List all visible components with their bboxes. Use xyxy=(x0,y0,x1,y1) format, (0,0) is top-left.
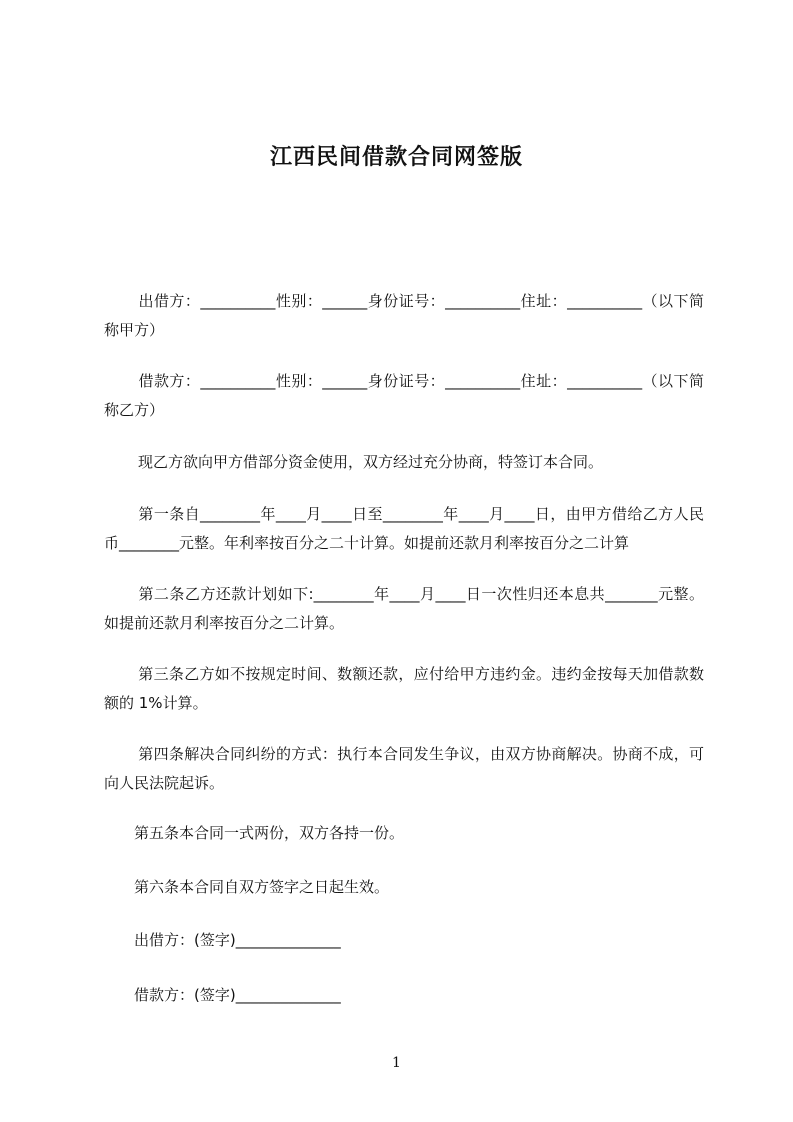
document-title: 江西民间借款合同网签版 xyxy=(269,145,523,170)
borrower-info-text: 借款方：__________性别：______身份证号：__________住址：__________（以下简称乙方） xyxy=(104,372,704,419)
article-5-text: 第五条本合同一式两份，双方各持一份。 xyxy=(134,824,405,842)
lender-signature-text: 出借方：(签字)______________ xyxy=(134,931,341,949)
article-4-text: 第四条解决合同纠纷的方式：执行本合同发生争议，由双方协商解决。协商不成，可向人民法院起诉。 xyxy=(104,745,704,792)
article-6-text: 第六条本合同自双方签字之日起生效。 xyxy=(134,878,390,896)
article-1-paragraph xyxy=(104,500,704,558)
lender-info-paragraph xyxy=(104,287,704,345)
article-1-text: 第一条自________年____月____日至________年____月____日，由甲方借给乙方人民币________元整。年利率按百分之二十计算。如提前还款月利率按百分之二计算 xyxy=(104,505,704,552)
article-6-paragraph xyxy=(104,873,704,902)
article-5-paragraph xyxy=(104,819,704,848)
article-3-paragraph xyxy=(104,660,704,718)
borrower-signature-line xyxy=(104,981,704,1010)
borrower-info-paragraph xyxy=(104,367,704,425)
article-2-paragraph xyxy=(104,580,704,638)
lender-info-text: 出借方：__________性别：______身份证号：__________住址：__________（以下简称甲方） xyxy=(104,292,704,339)
borrower-signature-text: 借款方：(签字)______________ xyxy=(134,986,341,1004)
article-3-text: 第三条乙方如不按规定时间、数额还款，应付给甲方违约金。违约金按每天加借款数额的 1%计算。 xyxy=(104,665,704,712)
page-number: 1 xyxy=(392,1055,401,1071)
intro-text: 现乙方欲向甲方借部分资金使用，双方经过充分协商，特签订本合同。 xyxy=(138,453,604,471)
article-2-text: 第二条乙方还款计划如下:________年____月____日一次性归还本息共_______元整。如提前还款月利率按百分之二计算。 xyxy=(104,585,704,632)
intro-paragraph xyxy=(104,448,704,477)
lender-signature-line xyxy=(104,926,704,955)
article-4-paragraph xyxy=(104,740,704,798)
